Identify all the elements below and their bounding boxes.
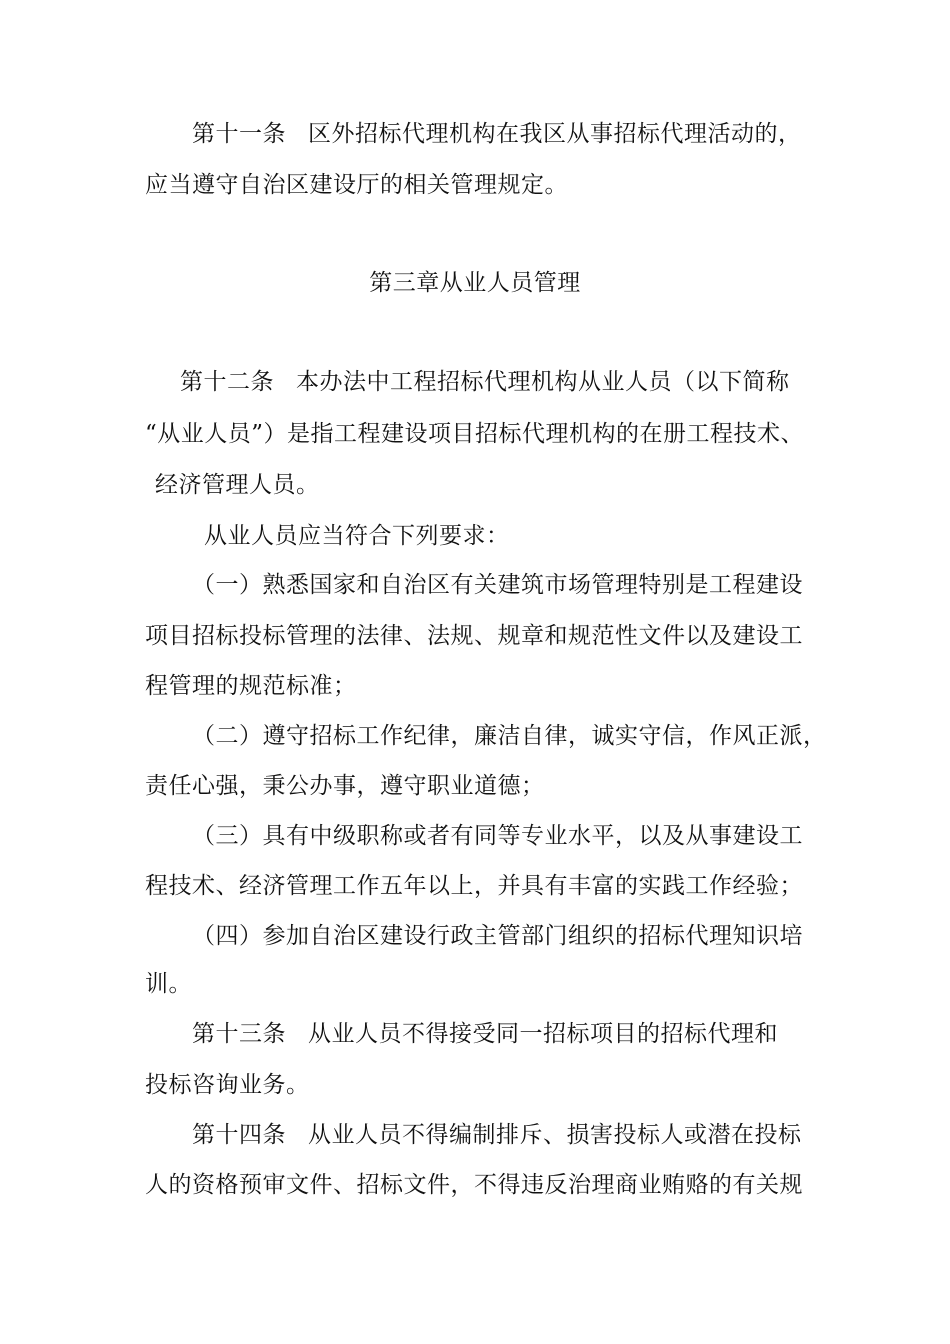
article-13-line-1 bbox=[192, 1019, 778, 1049]
article-12-line-1 bbox=[180, 367, 790, 397]
article-13-text: 从业人员不得接受同一招标项目的招标代理和 bbox=[308, 1021, 778, 1047]
requirements-intro: 从业人员应当符合下列要求： bbox=[204, 523, 510, 549]
article-14-text: 从业人员不得编制排斥、损害投标人或潜在投标 bbox=[308, 1122, 802, 1148]
requirement-3-line-1: （三）具有中级职称或者有同等专业水平，以及从事建设工 bbox=[192, 823, 803, 849]
chapter-3-heading: 第三章从业人员管理 bbox=[369, 270, 581, 296]
article-12-line-2: “从业人员”）是指工程建设项目招标代理机构的在册工程技术、 bbox=[145, 421, 805, 447]
article-11-line-2: 应当遵守自治区建设厅的相关管理规定。 bbox=[145, 172, 568, 198]
article-12-line-3: 经济管理人员。 bbox=[155, 472, 320, 498]
requirement-2-line-1: （二）遵守招标工作纪律，廉洁自律，诚实守信，作风正派， bbox=[192, 723, 827, 749]
article-14-label: 第十四条 bbox=[192, 1122, 286, 1148]
requirement-1-line-3: 程管理的规范标准； bbox=[145, 673, 357, 699]
requirement-4-line-2: 训。 bbox=[145, 971, 192, 997]
article-13-line-2: 投标咨询业务。 bbox=[145, 1072, 310, 1098]
article-13-label: 第十三条 bbox=[192, 1021, 286, 1047]
requirement-2-line-2: 责任心强，秉公办事，遵守职业道德； bbox=[145, 773, 545, 799]
article-12-text: 本办法中工程招标代理机构从业人员（以下简称 bbox=[296, 369, 790, 395]
requirement-1-line-2: 项目招标投标管理的法律、法规、规章和规范性文件以及建设工 bbox=[145, 623, 803, 649]
article-14-line-1 bbox=[192, 1120, 802, 1150]
requirement-4-line-1: （四）参加自治区建设行政主管部门组织的招标代理知识培 bbox=[192, 923, 803, 949]
article-12-label: 第十二条 bbox=[180, 369, 274, 395]
article-11-label: 第十一条 bbox=[192, 121, 286, 147]
article-14-line-2: 人的资格预审文件、招标文件，不得违反治理商业贿赂的有关规 bbox=[145, 1172, 803, 1198]
article-11-text: 区外招标代理机构在我区从事招标代理活动的， bbox=[308, 121, 802, 147]
requirement-3-line-2: 程技术、经济管理工作五年以上，并具有丰富的实践工作经验； bbox=[145, 873, 803, 899]
article-11-line-1 bbox=[192, 119, 802, 149]
requirement-1-line-1: （一）熟悉国家和自治区有关建筑市场管理特别是工程建设 bbox=[192, 572, 803, 598]
